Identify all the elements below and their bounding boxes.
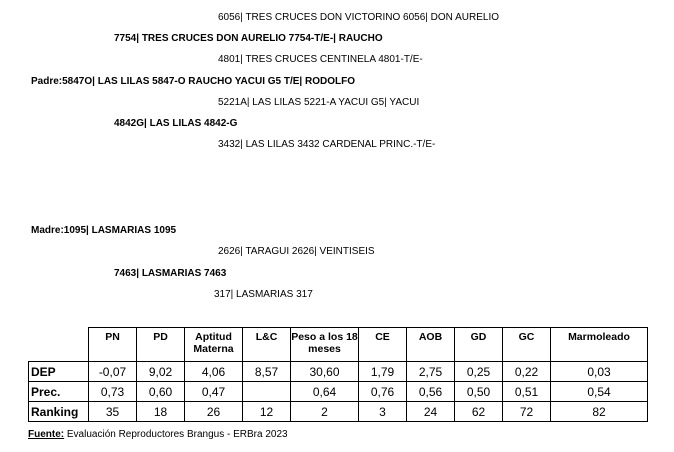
source-note xyxy=(28,429,288,440)
header-cell: Peso a los 18 meses xyxy=(291,328,359,362)
table-cell: 30,60 xyxy=(291,362,359,382)
header-cell-blank xyxy=(29,328,89,362)
table-cell: 72 xyxy=(503,402,551,422)
table-cell: 0,22 xyxy=(503,362,551,382)
table-cell: 82 xyxy=(551,402,648,422)
table-cell: 0,54 xyxy=(551,382,648,402)
table-cell: 24 xyxy=(407,402,455,422)
header-cell: PN xyxy=(89,328,137,362)
header-cell: Marmoleado xyxy=(551,328,648,362)
pedigree-paternal-granddam: 4842G| LAS LILAS 4842-G xyxy=(114,118,238,129)
pedigree-great-granddam-1: 4801| TRES CRUCES CENTINELA 4801-T/E- xyxy=(218,54,423,65)
table-cell: 0,25 xyxy=(455,362,503,382)
header-cell: AOB xyxy=(407,328,455,362)
table-cell: 0,60 xyxy=(137,382,185,402)
table-row xyxy=(29,402,648,422)
evaluation-table xyxy=(28,327,648,422)
table-cell: 4,06 xyxy=(185,362,243,382)
table-cell: 2,75 xyxy=(407,362,455,382)
table-cell: 0,03 xyxy=(551,362,648,382)
header-cell: GD xyxy=(455,328,503,362)
row-label: Ranking xyxy=(29,402,89,422)
table-cell: 0,50 xyxy=(455,382,503,402)
row-label: DEP xyxy=(29,362,89,382)
table-cell: 8,57 xyxy=(243,362,291,382)
table-cell: 0,56 xyxy=(407,382,455,402)
table-cell: 0,73 xyxy=(89,382,137,402)
pedigree-great-granddam-2: 3432| LAS LILAS 3432 CARDENAL PRINC.-T/E- xyxy=(218,139,436,150)
pedigree-great-granddam-3: 317| LASMARIAS 317 xyxy=(214,289,313,300)
table-cell: 0,64 xyxy=(291,382,359,402)
pedigree-great-grandsire-2: 5221A| LAS LILAS 5221-A YACUI G5| YACUI xyxy=(218,97,420,108)
table-cell: 9,02 xyxy=(137,362,185,382)
table-cell: 0,76 xyxy=(359,382,407,402)
pedigree-dam: Madre:1095| LASMARIAS 1095 xyxy=(31,225,177,236)
table-cell: -0,07 xyxy=(89,362,137,382)
table-cell: 62 xyxy=(455,402,503,422)
source-label: Fuente: xyxy=(28,429,65,440)
table-cell: 2 xyxy=(291,402,359,422)
pedigree-great-grandsire-1: 6056| TRES CRUCES DON VICTORINO 6056| DON AURELIO xyxy=(218,12,500,23)
header-cell: CE xyxy=(359,328,407,362)
source-text: Evaluación Reproductores Brangus - ERBra 2023 xyxy=(66,429,288,440)
header-cell: L&C xyxy=(243,328,291,362)
pedigree-sire: Padre:5847O| LAS LILAS 5847-O RAUCHO YACUI G5 T/E| RODOLFO xyxy=(31,76,356,87)
table-cell: 3 xyxy=(359,402,407,422)
header-cell: Aptitud Materna xyxy=(185,328,243,362)
table-row xyxy=(29,362,648,382)
table-cell xyxy=(243,382,291,402)
table-cell: 0,47 xyxy=(185,382,243,402)
table-cell: 12 xyxy=(243,402,291,422)
header-cell: GC xyxy=(503,328,551,362)
table-cell: 35 xyxy=(89,402,137,422)
row-label: Prec. xyxy=(29,382,89,402)
table-cell: 1,79 xyxy=(359,362,407,382)
pedigree-paternal-grandsire: 7754| TRES CRUCES DON AURELIO 7754-T/E-| RAUCHO xyxy=(114,33,383,44)
table-cell: 26 xyxy=(185,402,243,422)
table-header-row xyxy=(29,328,648,362)
table-cell: 18 xyxy=(137,402,185,422)
header-cell: PD xyxy=(137,328,185,362)
pedigree-great-grandsire-3: 2626| TARAGUI 2626| VEINTISEIS xyxy=(218,246,375,257)
table-cell: 0,51 xyxy=(503,382,551,402)
table-row xyxy=(29,382,648,402)
pedigree-maternal-granddam: 7463| LASMARIAS 7463 xyxy=(114,268,227,279)
